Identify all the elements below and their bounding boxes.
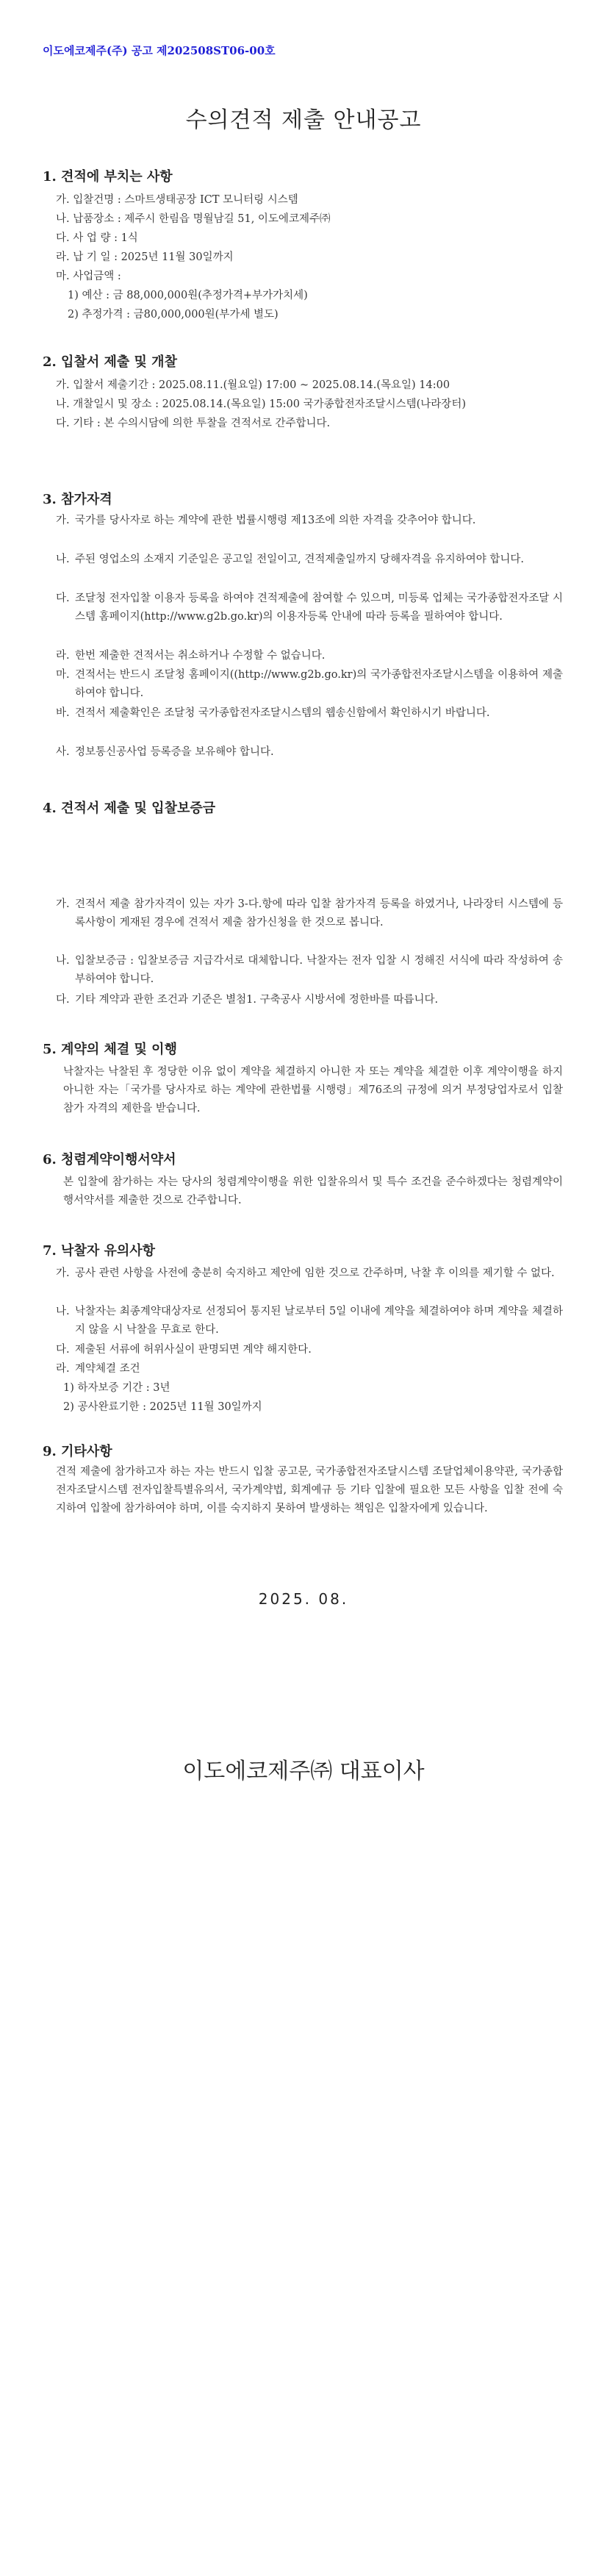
signature: 이도에코제주㈜ 대표이사 (182, 1759, 425, 1784)
section-heading: 2. 입찰서 제출 및 개찰 (43, 354, 177, 370)
section-line: 다. 기타 : 본 수의시담에 의한 투찰을 견적서로 간주합니다. (56, 418, 331, 429)
section-paragraph: 견적 제출에 참가하고자 하는 자는 반드시 입찰 공고문, 국가종합전자조달시스템 조달업체이용약관, 국가종합전자조달시스템 전자입찰특별유의서, 국가계약법, 회계예규 등 기타 입찰에 필요한 모든 사항을 입찰 전에 숙지하여 입찰에 참가하여야 하며, 이를 숙지하지 못하여 발생하는 책임은 입찰자에게 있습니다. (56, 1466, 563, 1514)
list-item: 다. 제출된 서류에 허위사실이 판명되면 계약 해지한다. (56, 1344, 312, 1356)
section-heading: 6. 청렴계약이행서약서 (43, 1152, 176, 1167)
section-line: 나. 개찰일시 및 장소 : 2025.08.14.(목요일) 15:00 국가종합전자조달시스템(나라장터) (56, 398, 466, 410)
list-item: 나. 입찰보증금 : 입찰보증금 지급각서로 대체합니다. 낙찰자는 전자 입찰 시 정해진 서식에 따라 작성하여 송부하여야 합니다. (56, 955, 563, 985)
list-item: 가. 견적서 제출 참가자격이 있는 자가 3-다.항에 따라 입찰 참가자격 등록을 하였거나, 나라장터 시스템에 등록사항이 게재된 경우에 견적서 제출 참가신청을 한 것으로 봅니다. (56, 898, 563, 929)
list-item: 라. 한번 제출한 견적서는 취소하거나 수정할 수 없습니다. (56, 650, 326, 662)
list-item: 나. 주된 영업소의 소재지 기준일은 공고일 전일이고, 견적제출일까지 당해자격을 유지하여야 합니다. (56, 554, 524, 565)
section-line: 라. 납 기 일 : 2025년 11월 30일까지 (56, 251, 234, 263)
sub-line: 2) 공사완료기한 : 2025년 11월 30일까지 (63, 1401, 262, 1413)
list-item: 사. 정보통신공사업 등록증을 보유해야 합니다. (56, 746, 274, 758)
section-paragraph: 본 입찰에 참가하는 자는 당사의 청렴계약이행을 위한 입찰유의서 및 특수 조건을 준수하겠다는 청렴계약이행서약서를 제출한 것으로 간주합니다. (63, 1176, 563, 1206)
section-line: 2) 추정가격 : 금80,000,000원(부가세 별도) (68, 309, 279, 321)
section-heading: 3. 참가자격 (43, 492, 112, 507)
list-item: 나. 낙찰자는 최종계약대상자로 선정되어 통지된 날로부터 5일 이내에 계약을 체결하여야 하며 계약을 체결하지 않을 시 낙찰을 무효로 한다. (56, 1306, 563, 1336)
notice-number: 이도에코제주(주) 공고 제202508ST06-00호 (43, 44, 276, 57)
list-item: 다. 기타 계약과 관한 조건과 기준은 별첨1. 구축공사 시방서에 정한바를 따릅니다. (56, 994, 439, 1006)
list-item: 가. 국가를 당사자로 하는 계약에 관한 법률시행령 제13조에 의한 자격을 갖추어야 합니다. (56, 515, 476, 526)
notice-date: 2025. 08. (258, 1590, 349, 1608)
section-line: 가. 입찰건명 : 스마트생태공장 ICT 모니터링 시스템 (56, 194, 298, 206)
page-title: 수의견적 제출 안내공고 (185, 107, 422, 133)
section-heading: 7. 낙찰자 유의사항 (43, 1243, 156, 1259)
section-line: 마. 사업금액 : (56, 271, 121, 282)
list-item: 라. 계약체결 조건 (56, 1363, 140, 1375)
list-item: 가. 공사 관련 사항을 사전에 충분히 숙지하고 제안에 임한 것으로 간주하며, 낙찰 후 이의를 제기할 수 없다. (56, 1267, 555, 1279)
section-line: 나. 납품장소 : 제주시 한림읍 명월남길 51, 이도에코제주㈜ (56, 213, 331, 225)
list-item: 마. 견적서는 반드시 조달청 홈페이지((http://www.g2b.go.kr)의 국가종합전자조달시스템을 이용하여 제출하여야 합니다. (56, 669, 563, 699)
section-heading: 1. 견적에 부치는 사항 (43, 169, 173, 185)
sub-line: 1) 하자보증 기간 : 3년 (63, 1382, 170, 1394)
section-line: 다. 사 업 량 : 1식 (56, 232, 138, 244)
section-heading: 9. 기타사항 (43, 1444, 112, 1459)
section-heading: 5. 계약의 체결 및 이행 (43, 1042, 177, 1057)
list-item: 바. 견적서 제출확인은 조달청 국가종합전자조달시스템의 웹송신함에서 확인하시기 바랍니다. (56, 707, 490, 719)
section-heading: 4. 견적서 제출 및 입찰보증금 (43, 801, 216, 816)
section-line: 1) 예산 : 금 88,000,000원(추정가격+부가가치세) (68, 290, 308, 301)
list-item: 다. 조달청 전자입찰 이용자 등록을 하여야 견적제출에 참여할 수 있으며, 미등록 업체는 국가종합전자조달 시스템 홈페이지(http://www.g2b.go.kr)의 이용자등록 안내에 따라 등록을 필하여야 합니다. (56, 593, 563, 623)
section-line: 가. 입찰서 제출기간 : 2025.08.11.(월요일) 17:00 ~ 2025.08.14.(목요일) 14:00 (56, 379, 450, 391)
section-paragraph: 낙찰자는 낙찰된 후 정당한 이유 없이 계약을 체결하지 아니한 자 또는 계약을 체결한 이후 계약이행을 하지 아니한 자는「국가를 당사자로 하는 계약에 관한법률 시행령」제76조의 규정에 의거 부정당업자로서 입찰참가 자격의 제한을 받습니다. (63, 1066, 563, 1115)
